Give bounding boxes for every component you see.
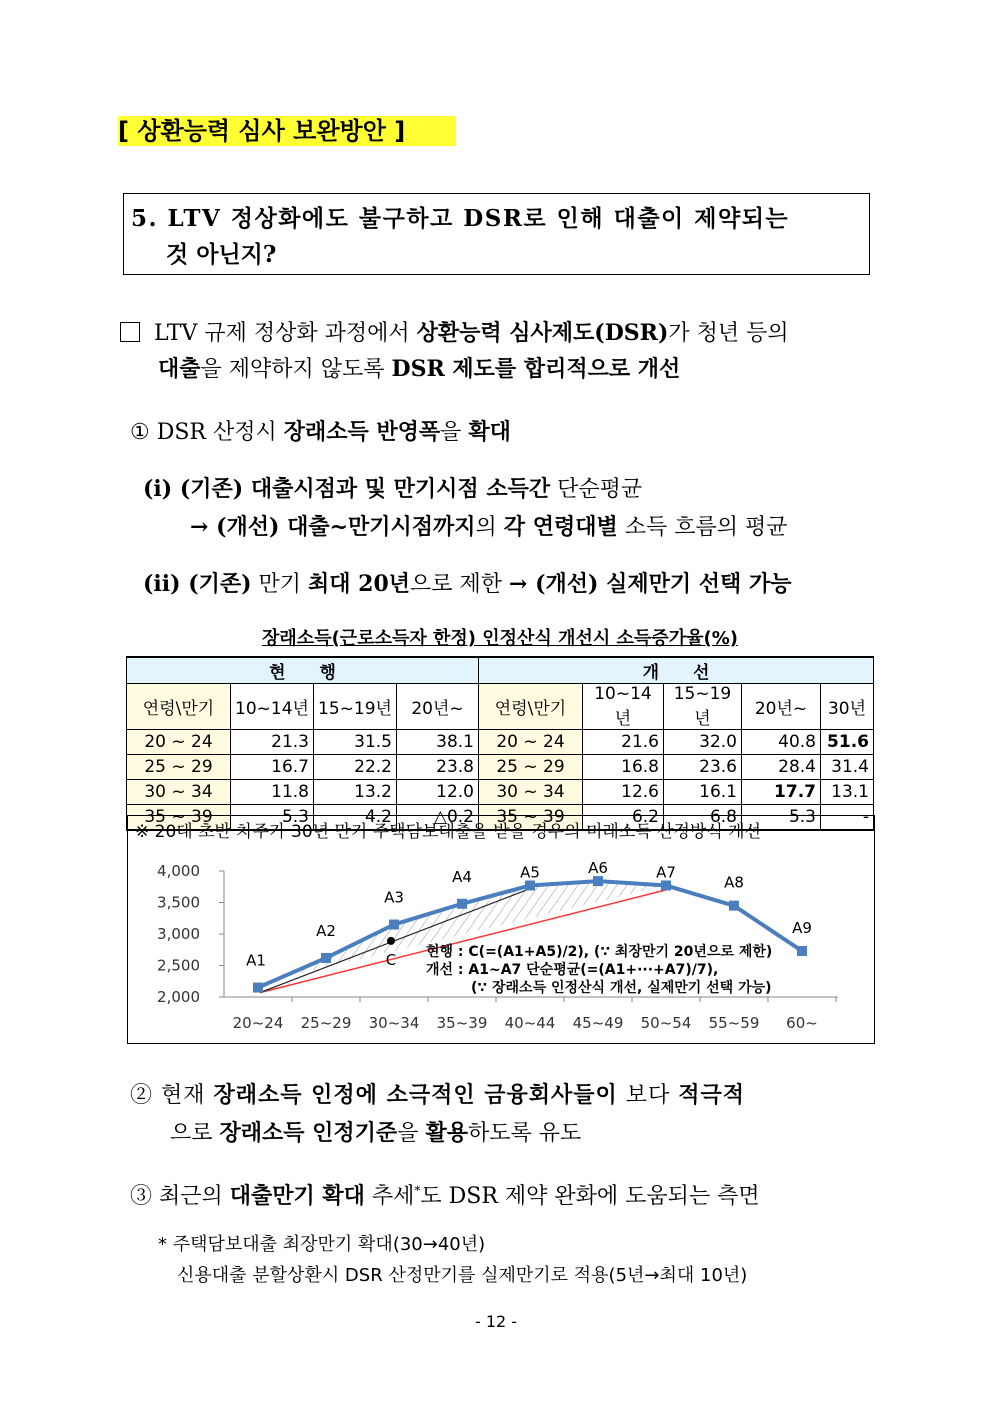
table-row <box>127 755 874 780</box>
table-cell: - <box>821 805 874 831</box>
data-point <box>525 880 535 890</box>
group-current: 현 행 <box>127 657 479 684</box>
footnote-line-2: 신용대출 분할상환시 DSR 산정만기를 실제만기로 적용(5년→최대 10년) <box>177 1265 748 1286</box>
page-number: - 12 - <box>474 1312 518 1331</box>
data-point <box>729 901 739 911</box>
table-cell: 5.3 <box>231 805 314 831</box>
table-cell: 6.8 <box>664 805 742 831</box>
header-cell: 10~14년 <box>231 684 314 730</box>
chart-box <box>127 815 875 1044</box>
table-cell: 16.1 <box>664 780 742 805</box>
header-cell: 30년 <box>821 684 874 730</box>
table-title: 장래소득(근로소득자 한정) 인정산식 개선시 소득증가율(%) <box>262 628 738 649</box>
item-1 <box>130 415 511 446</box>
text: 도 DSR 제약 완화에 도움되는 측면 <box>420 1184 760 1209</box>
table-cell: 23.6 <box>664 755 742 780</box>
bullet-line-2 <box>158 352 680 383</box>
text: LTV 규제 정상화 과정에서 <box>154 321 417 346</box>
x-tick-label: 30~34 <box>368 1014 420 1032</box>
text: 단순평균 <box>550 477 643 502</box>
text: 으로 <box>170 1121 220 1146</box>
bullet-line-1 <box>120 316 789 347</box>
item-2-line-2 <box>170 1116 581 1147</box>
table-cell: 11.8 <box>231 780 314 805</box>
data-point <box>593 876 603 886</box>
table-cell: 16.7 <box>231 755 314 780</box>
text: 을 <box>397 1121 426 1146</box>
x-tick-label: 50~54 <box>640 1014 692 1032</box>
text: 을 제약하지 않도록 <box>200 357 392 382</box>
text: 만기 <box>251 572 309 597</box>
sub-i-line-1 <box>143 472 642 503</box>
y-tick-label: 3,500 <box>157 893 200 912</box>
table-cell: 13.1 <box>821 780 874 805</box>
text: → (개선) 대출~만기시점까지 <box>190 514 476 540</box>
data-point-label: A9 <box>792 919 812 938</box>
text: 을 <box>440 420 469 445</box>
x-tick-label: 40~44 <box>504 1014 556 1032</box>
x-tick-label: 35~39 <box>436 1014 488 1032</box>
table-cell: 23.8 <box>397 755 479 780</box>
point-c <box>387 937 395 945</box>
data-point-label: A3 <box>384 888 404 907</box>
x-tick-label: 55~59 <box>708 1014 760 1032</box>
chart-annotation: 개선 : A1~A7 단순평균(=(A1+···+A7)/7), <box>426 962 719 978</box>
header-cell: 연령\만기 <box>479 684 583 730</box>
x-tick-label: 25~29 <box>300 1014 352 1032</box>
text: 적극적 <box>678 1082 746 1108</box>
data-point <box>253 983 263 993</box>
group-improved: 개 선 <box>479 657 874 684</box>
table-row <box>127 780 874 805</box>
text: 으로 제한 <box>410 572 510 597</box>
table-cell: 51.6 <box>821 730 874 755</box>
item-3 <box>130 1179 760 1210</box>
data-point <box>457 899 467 909</box>
footnote-line-1: * 주택담보대출 최장만기 확대(30→40년) <box>158 1234 486 1255</box>
table-cell: 4.2 <box>314 805 397 831</box>
table-cell: 21.6 <box>583 730 664 755</box>
table-subheader <box>127 684 874 730</box>
y-tick-label: 3,000 <box>157 925 200 943</box>
text: ② 현재 <box>130 1083 214 1108</box>
table-cell: 35 ~ 39 <box>127 805 231 831</box>
table-cell: 5.3 <box>742 805 821 831</box>
point-c-label: C <box>385 951 397 970</box>
text: 대출 <box>158 356 201 382</box>
header-cell: 10~14년 <box>583 684 664 730</box>
table-cell: 38.1 <box>397 730 479 755</box>
text: 소득 흐름의 평균 <box>617 515 788 540</box>
question-line-1: 5. LTV 정상화에도 불구하고 DSR로 인해 대출이 제약되는 <box>131 205 790 232</box>
sub-ii <box>143 567 791 598</box>
data-point <box>797 946 807 956</box>
income-increase-table <box>126 656 874 831</box>
text: 장래소득 인정에 소극적인 금융회사들이 <box>213 1082 618 1108</box>
data-point-label: A7 <box>656 863 676 882</box>
checkbox-square-icon <box>120 322 140 342</box>
table-cell: 30 ~ 34 <box>479 780 583 805</box>
income-line-chart <box>128 816 874 1043</box>
table-cell: 30 ~ 34 <box>127 780 231 805</box>
text: 각 연령대별 <box>503 514 618 540</box>
table-cell: 22.2 <box>314 755 397 780</box>
x-tick-label: 60~ <box>786 1014 818 1032</box>
table-cell: 17.7 <box>742 780 821 805</box>
table-cell: 25 ~ 29 <box>127 755 231 780</box>
data-point <box>321 953 331 963</box>
text: → (개선) 실제만기 선택 가능 <box>509 571 792 597</box>
table-cell: 31.5 <box>314 730 397 755</box>
table-cell: 20 ~ 24 <box>479 730 583 755</box>
data-point-label: A5 <box>520 863 540 882</box>
y-tick-label: 4,000 <box>157 862 200 880</box>
table-cell: 12.6 <box>583 780 664 805</box>
text: 최대 20년 <box>308 571 411 597</box>
text: 장래소득 인정기준 <box>219 1120 398 1146</box>
text: DSR 제도를 합리적으로 개선 <box>391 356 681 382</box>
table-cell: 20 ~ 24 <box>127 730 231 755</box>
table-cell: 12.0 <box>397 780 479 805</box>
text: 대출만기 확대 <box>229 1183 365 1209</box>
table-cell: 6.2 <box>583 805 664 831</box>
table-cell: △0.2 <box>397 805 479 831</box>
y-tick-label: 2,500 <box>157 956 200 975</box>
table-cell: 21.3 <box>231 730 314 755</box>
data-point <box>389 920 399 930</box>
text: 활용 <box>425 1120 468 1146</box>
y-tick-label: 2,000 <box>157 988 200 1006</box>
table-cell: 40.8 <box>742 730 821 755</box>
text: 의 <box>475 515 504 540</box>
text: 상환능력 심사제도(DSR) <box>416 320 669 346</box>
text: (ii) (기존) <box>143 571 252 597</box>
footnote-marker: * <box>414 1183 421 1198</box>
table-row <box>127 730 874 755</box>
question-box <box>123 193 870 275</box>
chart-annotation: (∵ 장래소득 인정산식 개선, 실제만기 선택 가능) <box>471 980 772 996</box>
item-2-line-1 <box>130 1078 745 1109</box>
data-point-label: A2 <box>316 921 336 940</box>
data-point-label: A6 <box>588 859 608 878</box>
sub-i-line-2 <box>190 510 787 541</box>
question-line-2: 것 아닌지? <box>166 241 277 268</box>
table-group-header <box>127 657 874 684</box>
data-point-label: A1 <box>246 951 266 970</box>
header-cell: 15~19년 <box>314 684 397 730</box>
header-cell: 15~19년 <box>664 684 742 730</box>
x-tick-label: 45~49 <box>572 1014 624 1032</box>
text: 보다 <box>617 1083 679 1108</box>
text: 확대 <box>468 419 511 445</box>
header-cell: 20년~ <box>397 684 479 730</box>
chart-annotation: 현행 : C(=(A1+A5)/2), (∵ 최장만기 20년으로 제한) <box>426 944 773 960</box>
text: 추세 <box>364 1184 415 1209</box>
text: 하도록 유도 <box>467 1121 582 1146</box>
data-point-label: A4 <box>452 867 472 886</box>
table-cell: 35 ~ 39 <box>479 805 583 831</box>
table-cell: 16.8 <box>583 755 664 780</box>
table-cell: 13.2 <box>314 780 397 805</box>
text: ① DSR 산정시 <box>130 420 284 445</box>
data-point-label: A8 <box>724 873 744 892</box>
x-tick-label: 20~24 <box>232 1014 284 1032</box>
header-cell: 연령\만기 <box>127 684 231 730</box>
table-cell: 25 ~ 29 <box>479 755 583 780</box>
data-point <box>661 880 671 890</box>
chart-note: ※ 20대 초반 차주가 30년 만기 주택담보대출을 받을 경우의 미래소득 산정방식 개선 <box>135 822 762 842</box>
text: (i) (기존) 대출시점과 및 만기시점 소득간 <box>143 476 551 502</box>
table-cell: 31.4 <box>821 755 874 780</box>
text: ③ 최근의 <box>130 1184 230 1209</box>
table-cell: 32.0 <box>664 730 742 755</box>
header-cell: 20년~ <box>742 684 821 730</box>
section-title: [ 상환능력 심사 보완방안 ] <box>118 116 456 146</box>
table-cell: 28.4 <box>742 755 821 780</box>
text: 가 청년 등의 <box>668 321 789 346</box>
text: 장래소득 반영폭 <box>283 419 441 445</box>
